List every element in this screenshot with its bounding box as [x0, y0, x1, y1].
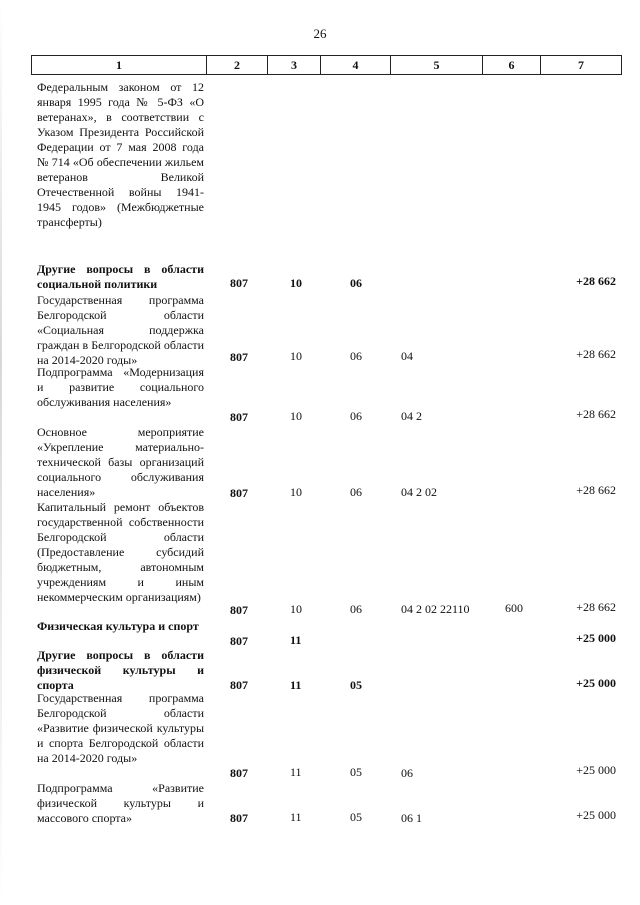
row-col-2: 807: [230, 486, 248, 500]
row-col-7: +28 662: [576, 274, 616, 288]
row-description: Другие вопросы в области физической культуры и спорта: [37, 648, 204, 692]
row-col-3: 10: [290, 409, 302, 423]
row-description: Капитальный ремонт объектов государственной собственности Белгородской области (Предоставление субсидий бюджетным, автономным учреждениям и иным некоммерческим организациям): [37, 500, 204, 604]
row-col-5: 04 2: [401, 409, 422, 423]
row-description: Подпрограмма «Модернизация и развитие социального обслуживания населения»: [37, 365, 204, 409]
row-col-4: 06: [350, 349, 362, 363]
table-header-row: [31, 55, 622, 75]
row-col-2: 807: [230, 350, 248, 364]
row-col-5: 06: [401, 766, 413, 780]
row-col-2: 807: [230, 276, 248, 290]
page-number: 26: [313, 26, 327, 41]
row-col-3: 11: [290, 765, 302, 779]
row-col-3: 10: [290, 349, 302, 363]
row-col-2: 807: [230, 766, 248, 780]
row-col-4: 05: [350, 765, 362, 779]
header-col-5: 5: [391, 56, 483, 74]
row-col-4: 06: [350, 276, 362, 290]
row-col-3: 11: [290, 633, 302, 647]
row-col-7: +28 662: [576, 600, 616, 614]
row-description: Государственная программа Белгородской области «Социальная поддержка граждан в Белгородской области на 2014-2020 годы»: [37, 293, 204, 367]
row-col-5: 04: [401, 349, 413, 363]
row-col-3: 10: [290, 602, 302, 616]
row-description: Физическая культура и спорт: [37, 619, 199, 633]
row-description: Основное мероприятие «Укрепление материально-технической базы организаций социального обслуживания населения»: [37, 425, 204, 499]
row-col-4: 06: [350, 602, 362, 616]
row-col-5: 04 2 02 22110: [401, 602, 470, 616]
row-col-3: 10: [290, 485, 302, 499]
row-description: Федеральным законом от 12 января 1995 года № 5-ФЗ «О ветеранах», в соответствии с Указом Президента Российской Федерации от 7 мая 2008 года № 714 «Об обеспечении жильем ветеранов Великой Отечественной войны 1941-1945 годов» (Межбюджетные трансферты): [37, 80, 204, 229]
row-col-7: +28 662: [576, 347, 616, 361]
header-col-1: 1: [32, 56, 207, 74]
row-col-2: 807: [230, 634, 248, 648]
row-col-3: 11: [290, 678, 302, 692]
header-col-6: 6: [483, 56, 541, 74]
header-col-4: 4: [321, 56, 391, 74]
header-col-7: 7: [578, 58, 584, 72]
row-col-3: 10: [290, 276, 302, 290]
row-col-2: 807: [230, 678, 248, 692]
scan-margin-shadow: [0, 0, 2, 905]
row-description: Другие вопросы в области социальной политики: [37, 262, 204, 291]
row-col-6: 600: [505, 601, 523, 615]
row-col-7: +28 662: [576, 407, 616, 421]
row-col-7: +25 000: [576, 631, 616, 645]
header-col-2: 2: [207, 56, 268, 74]
header-col-3: 3: [268, 56, 321, 74]
row-col-5: 04 2 02: [401, 485, 437, 499]
row-col-4: 06: [350, 485, 362, 499]
row-col-2: 807: [230, 811, 248, 825]
row-description: Подпрограмма «Развитие физической культуры и массового спорта»: [37, 781, 204, 825]
row-col-4: 06: [350, 409, 362, 423]
row-col-7: +25 000: [576, 763, 616, 777]
row-col-2: 807: [230, 410, 248, 424]
row-col-4: 05: [350, 678, 362, 692]
row-col-7: +25 000: [576, 808, 616, 822]
row-col-4: 05: [350, 810, 362, 824]
row-col-3: 11: [290, 810, 302, 824]
row-col-2: 807: [230, 603, 248, 617]
row-col-5: 06 1: [401, 811, 422, 825]
row-col-7: +25 000: [576, 676, 616, 690]
row-col-7: +28 662: [576, 483, 616, 497]
row-description: Государственная программа Белгородской области «Развитие физической культуры и спорта Белгородской области на 2014-2020 годы»: [37, 691, 204, 765]
